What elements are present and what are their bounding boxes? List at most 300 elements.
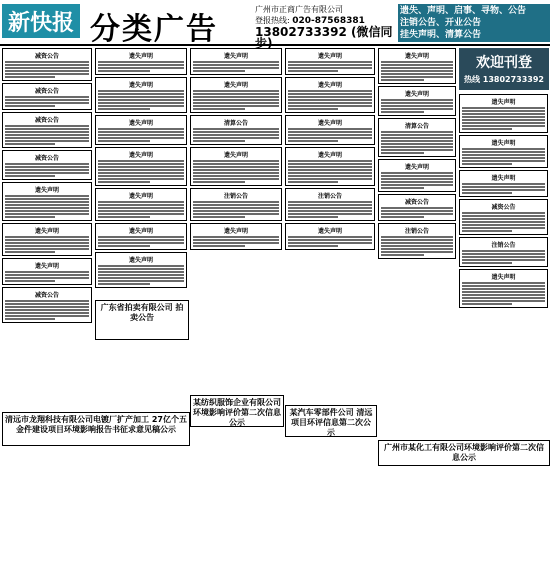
- notice-box: [378, 86, 456, 116]
- body-text-line: [193, 181, 245, 183]
- body-text-line: [288, 137, 372, 139]
- body-text-line: [193, 178, 279, 180]
- body-text-line: [381, 207, 453, 209]
- body-text-line: [5, 248, 89, 250]
- notice-title: 遗失声明: [128, 82, 153, 89]
- body-text-line: [462, 125, 545, 127]
- body-text-line: [193, 236, 279, 238]
- body-text-line: [462, 282, 545, 284]
- body-text-line: [193, 96, 279, 98]
- notice-box: [190, 48, 282, 75]
- body-text-line: [98, 160, 184, 162]
- notice-box-large: [2, 412, 190, 446]
- notice-box-large: [95, 300, 189, 340]
- notice-title: 遗失声明: [223, 82, 248, 89]
- notice-title: 遗失声明: [128, 152, 153, 159]
- notice-title: 遗失声明: [223, 228, 248, 235]
- notice-title: 遗失声明: [491, 274, 516, 281]
- body-text-line: [288, 242, 372, 244]
- body-text-line: [98, 105, 184, 107]
- body-text-line: [98, 216, 150, 218]
- notice-box: [2, 258, 92, 285]
- body-text-line: [462, 189, 545, 191]
- body-text-line: [381, 216, 424, 218]
- body-text-line: [381, 251, 453, 253]
- body-text-line: [462, 230, 512, 232]
- notice-box: [285, 48, 375, 75]
- body-text-line: [5, 128, 89, 130]
- body-text-line: [462, 256, 545, 258]
- service-line: 遗失、声明、启事、寻物、公告: [400, 6, 527, 16]
- body-text-line: [462, 122, 545, 124]
- body-text-line: [288, 245, 338, 247]
- body-text-line: [462, 227, 545, 229]
- body-text-line: [193, 140, 245, 142]
- notice-title: 注销公告: [491, 242, 516, 249]
- notice-title: 遗失声明: [491, 140, 516, 147]
- notice-box: [459, 170, 548, 197]
- service-line: 注销公告、开业公告: [400, 18, 482, 28]
- body-text-line: [288, 90, 372, 92]
- notice-title: 遗失声明: [34, 228, 59, 235]
- body-text-line: [288, 216, 338, 218]
- notice-column: [2, 48, 92, 325]
- body-text-line: [98, 277, 184, 279]
- body-text-line: [381, 245, 453, 247]
- body-text-line: [193, 213, 279, 215]
- body-text-line: [5, 306, 89, 308]
- body-text-line: [462, 303, 512, 305]
- body-text-line: [462, 116, 545, 118]
- body-text-line: [462, 151, 545, 153]
- body-text-line: [193, 239, 279, 241]
- body-text-line: [98, 70, 150, 72]
- body-text-line: [98, 102, 184, 104]
- body-text-line: [98, 64, 184, 66]
- welcome-hotline: 热线 13802733392: [463, 75, 544, 84]
- body-text-line: [288, 207, 372, 209]
- notice-title: 减资公告: [34, 117, 59, 124]
- body-text-line: [5, 280, 55, 282]
- body-text-line: [462, 183, 545, 185]
- body-text-line: [5, 315, 89, 317]
- body-text-line: [288, 134, 372, 136]
- body-text-line: [98, 172, 184, 174]
- body-text-line: [5, 76, 55, 78]
- body-text-line: [288, 108, 338, 110]
- notice-title: 遗失声明: [491, 99, 516, 106]
- body-text-line: [381, 64, 453, 66]
- notice-box-large: [378, 440, 550, 466]
- body-text-line: [98, 280, 184, 282]
- notice-box: [459, 237, 548, 267]
- notice-title: 遗失声明: [317, 120, 342, 127]
- body-text-line: [193, 137, 279, 139]
- body-text-line: [5, 163, 89, 165]
- notice-column: [190, 48, 282, 252]
- notice-box: [190, 223, 282, 250]
- body-text-line: [5, 300, 89, 302]
- notice-headline: 某纺织服饰企业有限公司 环境影响评价第二次信息公示: [193, 398, 281, 427]
- notice-title: 遗失声明: [404, 91, 429, 98]
- body-text-line: [193, 64, 279, 66]
- body-text-line: [288, 163, 372, 165]
- body-text-line: [98, 207, 184, 209]
- notice-headline: 广州市某化工有限公司环境影响评价第二次信息公示: [384, 443, 544, 462]
- body-text-line: [381, 70, 453, 72]
- notice-box: [285, 147, 375, 186]
- body-text-line: [462, 148, 545, 150]
- body-text-line: [5, 216, 55, 218]
- body-text-line: [193, 108, 245, 110]
- body-text-line: [98, 268, 184, 270]
- body-text-line: [98, 163, 184, 165]
- body-text-line: [288, 131, 372, 133]
- body-text-line: [381, 149, 453, 151]
- notice-title: 遗失声明: [491, 175, 516, 182]
- notice-title: 减资公告: [34, 292, 59, 299]
- body-text-line: [462, 157, 545, 159]
- body-text-line: [288, 204, 372, 206]
- notice-headline: 某汽车零部件公司 清远项目环评信息第二次公示: [289, 408, 373, 437]
- body-text-line: [98, 178, 184, 180]
- body-text-line: [381, 146, 453, 148]
- body-text-line: [5, 64, 89, 66]
- body-text-line: [98, 175, 184, 177]
- body-text-line: [193, 61, 279, 63]
- body-text-line: [5, 137, 89, 139]
- notice-title: 遗失声明: [128, 228, 153, 235]
- body-text-line: [193, 131, 279, 133]
- body-text-line: [5, 213, 89, 215]
- body-text-line: [381, 61, 453, 63]
- body-text-line: [5, 73, 89, 75]
- notice-title: 遗失声明: [317, 228, 342, 235]
- body-text-line: [288, 102, 372, 104]
- notice-box: [459, 199, 548, 235]
- notice-box: [378, 118, 456, 157]
- notice-box: [378, 194, 456, 221]
- body-text-line: [98, 93, 184, 95]
- notice-box: [95, 147, 187, 186]
- body-text-line: [193, 70, 245, 72]
- body-text-line: [5, 99, 89, 101]
- company-info: [255, 4, 395, 49]
- body-text-line: [288, 105, 372, 107]
- body-text-line: [98, 239, 184, 241]
- notice-box: [285, 188, 375, 221]
- body-text-line: [98, 108, 150, 110]
- notice-title: 减资公告: [34, 53, 59, 60]
- body-text-line: [193, 172, 279, 174]
- body-text-line: [98, 271, 184, 273]
- body-text-line: [381, 108, 453, 110]
- body-text-line: [288, 175, 372, 177]
- notice-box: [2, 150, 92, 180]
- body-text-line: [381, 105, 453, 107]
- notice-title: 遗失声明: [317, 152, 342, 159]
- notice-title: 遗失声明: [223, 152, 248, 159]
- body-text-line: [381, 143, 453, 145]
- mobile-number: 13802733392 (微信同步): [255, 25, 393, 50]
- notice-box: [459, 269, 548, 308]
- body-text-line: [98, 67, 184, 69]
- body-text-line: [381, 236, 453, 238]
- body-text-line: [381, 181, 453, 183]
- notice-box: [190, 147, 282, 186]
- body-text-line: [381, 140, 453, 142]
- body-text-line: [462, 224, 545, 226]
- body-text-line: [193, 169, 279, 171]
- body-text-line: [5, 131, 89, 133]
- body-text-line: [288, 140, 338, 142]
- notice-box: [378, 48, 456, 84]
- notice-box: [2, 112, 92, 148]
- notice-box: [2, 182, 92, 221]
- body-text-line: [288, 172, 372, 174]
- notice-box: [95, 252, 187, 288]
- notice-title: 遗失声明: [128, 120, 153, 127]
- body-text-line: [462, 300, 545, 302]
- body-text-line: [5, 201, 89, 203]
- notice-title: 遗失声明: [128, 257, 153, 264]
- body-text-line: [462, 160, 545, 162]
- body-text-line: [98, 128, 184, 130]
- body-text-line: [98, 140, 150, 142]
- notice-title: 遗失声明: [128, 53, 153, 60]
- body-text-line: [5, 169, 89, 171]
- body-text-line: [381, 76, 453, 78]
- notice-column: [378, 48, 456, 261]
- notice-title: 减资公告: [491, 204, 516, 211]
- body-text-line: [98, 204, 184, 206]
- service-line: 挂失声明、清算公告: [400, 30, 482, 40]
- body-text-line: [5, 309, 89, 311]
- body-text-line: [381, 134, 453, 136]
- body-text-line: [98, 99, 184, 101]
- body-text-line: [381, 187, 424, 189]
- notice-title: 减资公告: [34, 88, 59, 95]
- body-text-line: [98, 90, 184, 92]
- body-text-line: [5, 245, 89, 247]
- body-text-line: [288, 201, 372, 203]
- body-text-line: [288, 67, 372, 69]
- notice-box: [95, 77, 187, 113]
- body-text-line: [193, 207, 279, 209]
- body-text-line: [193, 210, 279, 212]
- body-text-line: [462, 128, 512, 130]
- notice-box: [190, 77, 282, 113]
- body-text-line: [98, 166, 184, 168]
- body-text-line: [381, 242, 453, 244]
- notice-title: 减资公告: [404, 199, 429, 206]
- notice-column: [285, 48, 375, 252]
- notice-column: [459, 94, 548, 310]
- body-text-line: [288, 93, 372, 95]
- body-text-line: [288, 181, 338, 183]
- body-text-line: [193, 128, 279, 130]
- notice-box: [2, 83, 92, 110]
- body-text-line: [381, 184, 453, 186]
- body-text-line: [462, 186, 545, 188]
- body-text-line: [98, 245, 150, 247]
- notice-title: 遗失声明: [317, 82, 342, 89]
- notice-box-large: [190, 395, 284, 427]
- body-text-line: [98, 283, 150, 285]
- notice-box: [95, 115, 187, 145]
- body-text-line: [193, 163, 279, 165]
- body-text-line: [288, 210, 372, 212]
- body-text-line: [288, 99, 372, 101]
- hotline-number: 020-87568381: [292, 16, 365, 26]
- notice-title: 遗失声明: [128, 193, 153, 200]
- body-text-line: [381, 178, 453, 180]
- body-text-line: [381, 79, 424, 81]
- body-text-line: [288, 166, 372, 168]
- body-text-line: [193, 245, 245, 247]
- body-text-line: [98, 181, 150, 183]
- body-text-line: [193, 175, 279, 177]
- body-text-line: [98, 242, 184, 244]
- body-text-line: [462, 288, 545, 290]
- body-text-line: [193, 102, 279, 104]
- body-text-line: [193, 99, 279, 101]
- notice-box: [95, 223, 187, 250]
- body-text-line: [381, 172, 453, 174]
- body-text-line: [462, 119, 545, 121]
- body-text-line: [193, 160, 279, 162]
- body-text-line: [193, 105, 279, 107]
- body-text-line: [98, 274, 184, 276]
- notice-box: [95, 188, 187, 221]
- body-text-line: [462, 192, 512, 194]
- body-text-line: [462, 212, 545, 214]
- notice-box: [285, 223, 375, 250]
- body-text-line: [5, 134, 89, 136]
- body-text-line: [5, 318, 55, 320]
- body-text-line: [381, 99, 453, 101]
- body-text-line: [5, 210, 89, 212]
- body-text-line: [381, 239, 453, 241]
- notice-title: 注销公告: [223, 193, 248, 200]
- body-text-line: [381, 213, 453, 215]
- notice-box-large: [285, 405, 377, 437]
- body-text-line: [288, 169, 372, 171]
- body-text-line: [462, 107, 545, 109]
- notice-box: [2, 48, 92, 81]
- body-text-line: [5, 175, 55, 177]
- body-text-line: [462, 215, 545, 217]
- body-text-line: [98, 61, 184, 63]
- notice-headline: 广东省拍卖有限公司 拍卖公告: [100, 303, 184, 322]
- body-text-line: [288, 236, 372, 238]
- notice-box: [190, 188, 282, 221]
- body-text-line: [5, 207, 89, 209]
- body-text-line: [5, 67, 89, 69]
- notice-box: [2, 287, 92, 323]
- body-text-line: [193, 166, 279, 168]
- notice-title: 遗失声明: [34, 263, 59, 270]
- notice-title: 减资公告: [34, 155, 59, 162]
- body-text-line: [5, 166, 89, 168]
- notice-box: [285, 115, 375, 145]
- notice-title: 注销公告: [317, 193, 342, 200]
- body-text-line: [193, 242, 279, 244]
- body-text-line: [193, 93, 279, 95]
- section-title: 分类广告: [90, 12, 218, 47]
- body-text-line: [288, 213, 372, 215]
- body-text-line: [381, 111, 424, 113]
- body-text-line: [381, 254, 424, 256]
- body-text-line: [288, 61, 372, 63]
- body-text-line: [98, 96, 184, 98]
- notice-title: 注销公告: [404, 228, 429, 235]
- body-text-line: [462, 294, 545, 296]
- body-text-line: [5, 102, 89, 104]
- body-text-line: [288, 128, 372, 130]
- body-text-line: [98, 134, 184, 136]
- body-text-line: [462, 253, 545, 255]
- welcome-ad: [459, 48, 549, 90]
- notice-box: [459, 135, 548, 168]
- body-text-line: [381, 248, 453, 250]
- body-text-line: [288, 178, 372, 180]
- body-text-line: [288, 96, 372, 98]
- notice-box: [285, 77, 375, 113]
- body-text-line: [5, 204, 89, 206]
- notice-box: [190, 115, 282, 145]
- body-text-line: [5, 143, 55, 145]
- body-text-line: [5, 105, 55, 107]
- body-text-line: [5, 274, 89, 276]
- body-text-line: [381, 131, 453, 133]
- notice-title: 遗失声明: [223, 53, 248, 60]
- body-text-line: [193, 216, 245, 218]
- notice-title: 清算公告: [223, 120, 248, 127]
- notice-title: 遗失声明: [34, 187, 59, 194]
- hotline-label: 登报热线:: [255, 16, 290, 25]
- body-text-line: [5, 172, 89, 174]
- body-text-line: [5, 140, 89, 142]
- body-text-line: [98, 210, 184, 212]
- notice-title: 遗失声明: [404, 164, 429, 171]
- body-text-line: [5, 96, 89, 98]
- body-text-line: [5, 236, 89, 238]
- service-list: [398, 4, 550, 42]
- body-text-line: [462, 285, 545, 287]
- company-name: 广州市正商广告有限公司: [255, 5, 343, 14]
- body-text-line: [462, 250, 545, 252]
- body-text-line: [98, 201, 184, 203]
- notice-box: [378, 223, 456, 259]
- body-text-line: [381, 175, 453, 177]
- notice-title: 遗失声明: [404, 53, 429, 60]
- body-text-line: [98, 131, 184, 133]
- body-text-line: [462, 259, 545, 261]
- body-text-line: [5, 198, 89, 200]
- notice-box: [95, 48, 187, 75]
- body-text-line: [98, 169, 184, 171]
- body-text-line: [5, 277, 89, 279]
- body-text-line: [5, 70, 89, 72]
- body-text-line: [462, 262, 512, 264]
- body-text-line: [462, 221, 545, 223]
- body-text-line: [193, 201, 279, 203]
- body-text-line: [5, 271, 89, 273]
- notice-title: 清算公告: [404, 123, 429, 130]
- body-text-line: [193, 67, 279, 69]
- body-text-line: [5, 251, 55, 253]
